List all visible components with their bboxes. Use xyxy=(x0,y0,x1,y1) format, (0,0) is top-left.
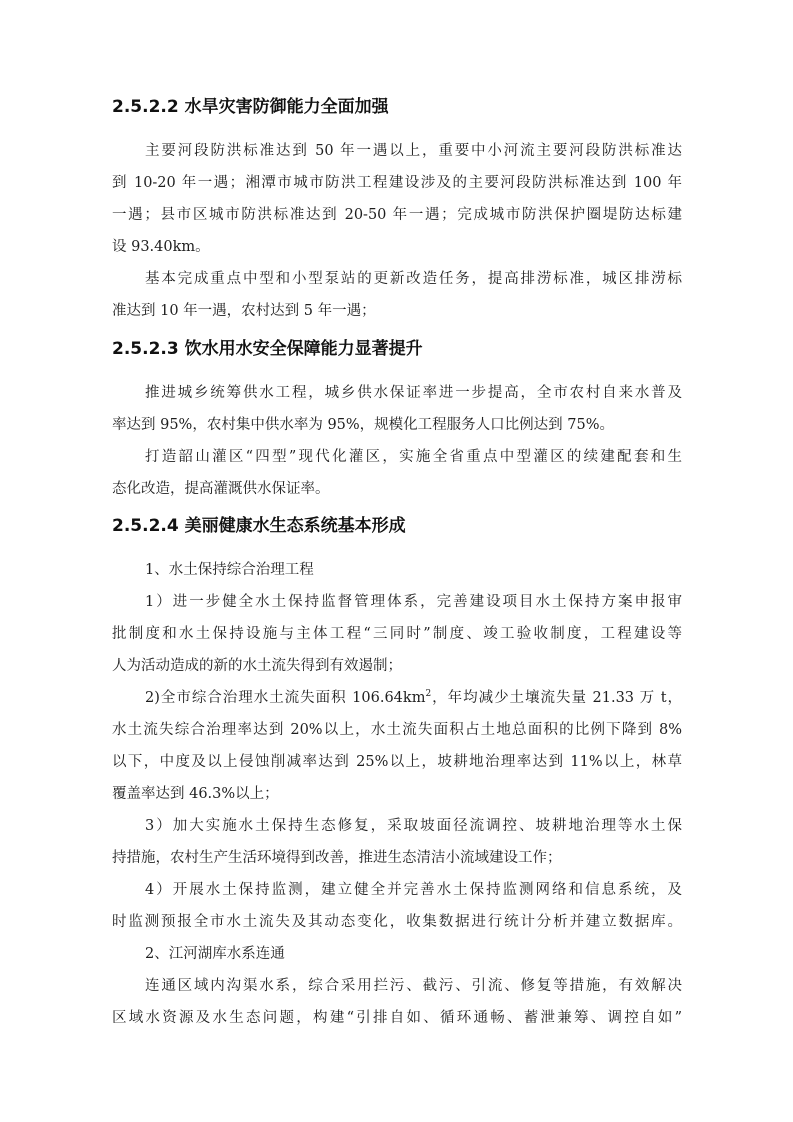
paragraph-line: 时监测预报全市水土流失及其动态变化，收集数据进行统计分析并建立数据库。 xyxy=(112,914,682,930)
paragraph-line: 批制度和水土保持设施与主体工程“三同时”制度、竣工验收制度，工程建设等 xyxy=(112,626,682,642)
paragraph-line: 推进城乡统筹供水工程，城乡供水保证率进一步提高，全市农村自来水普及 xyxy=(145,385,682,401)
paragraph-line: 率达到 95%，农村集中供水率为 95%，规模化工程服务人口比例达到 75%。 xyxy=(112,417,615,433)
paragraph-line: 4）开展水土保持监测，建立健全并完善水土保持监测网络和信息系统，及 xyxy=(145,882,682,898)
paragraph-line: 设 93.40km。 xyxy=(112,239,210,255)
paragraph-line: 一遇；县市区城市防洪标准达到 20-50 年一遇；完成城市防洪保护圈堤防达标建 xyxy=(112,207,682,223)
paragraph-line: 准达到 10 年一遇，农村达到 5 年一遇； xyxy=(112,303,376,319)
paragraph-line: 基本完成重点中型和小型泵站的更新改造任务，提高排涝标准，城区排涝标 xyxy=(145,271,682,287)
text-run: 2)全市综合治理水土流失面积 106.64km xyxy=(145,690,426,706)
paragraph-line: 3）加大实施水土保持生态修复，采取坡面径流调控、坡耕地治理等水土保 xyxy=(145,818,682,834)
heading-2-5-2-4: 2.5.2.4 美丽健康水生态系统基本形成 xyxy=(112,516,406,536)
paragraph-line: 水土流失综合治理率达到 20%以上，水土流失面积占土地总面积的比例下降到 8% xyxy=(112,722,682,738)
heading-2-5-2-3: 2.5.2.3 饮水用水安全保障能力显著提升 xyxy=(112,339,423,359)
heading-2-5-2-2: 2.5.2.2 水旱灾害防御能力全面加强 xyxy=(112,97,389,117)
paragraph-line xyxy=(145,688,682,708)
paragraph-line: 到 10-20 年一遇；湘潭市城市防洪工程建设涉及的主要河段防洪标准达到 100 年 xyxy=(112,175,682,191)
list-item-title: 1、水土保持综合治理工程 xyxy=(145,562,314,578)
list-item-title: 2、江河湖库水系连通 xyxy=(145,946,285,962)
paragraph-line: 打造韶山灌区“四型”现代化灌区，实施全省重点中型灌区的续建配套和生 xyxy=(145,449,682,465)
text-run: ，年均减少土壤流失量 21.33 万 t， xyxy=(431,690,682,706)
paragraph-line: 态化改造，提高灌溉供水保证率。 xyxy=(112,481,330,497)
superscript: 2 xyxy=(425,689,432,699)
paragraph-line: 以下，中度及以上侵蚀削减率达到 25%以上，坡耕地治理率达到 11%以上，林草 xyxy=(112,754,682,770)
paragraph-line: 覆盖率达到 46.3%以上； xyxy=(112,786,279,802)
paragraph-line: 连通区域内沟渠水系，综合采用拦污、截污、引流、修复等措施，有效解决 xyxy=(145,978,682,994)
paragraph-line: 持措施，农村生产生活环境得到改善，推进生态清洁小流域建设工作； xyxy=(112,850,562,866)
paragraph-line: 主要河段防洪标准达到 50 年一遇以上，重要中小河流主要河段防洪标准达 xyxy=(145,143,682,159)
paragraph-line: 区域水资源及水生态问题，构建“引排自如、循环通畅、蓄泄兼筹、调控自如” xyxy=(112,1010,682,1026)
paragraph-line: 人为活动造成的新的水土流失得到有效遏制； xyxy=(112,658,402,674)
paragraph-line: 1）进一步健全水土保持监督管理体系，完善建设项目水土保持方案申报审 xyxy=(145,594,682,610)
